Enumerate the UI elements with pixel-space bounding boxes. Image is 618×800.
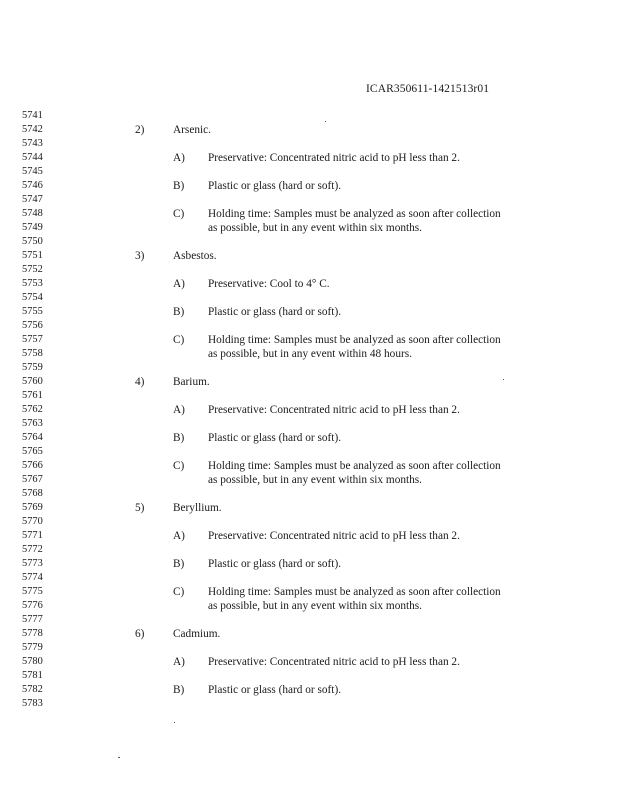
item-label: B) [173, 432, 185, 444]
item-text: Holding time: Samples must be analyzed as soon after collection [208, 460, 501, 472]
item-text: Holding time: Samples must be analyzed as soon after collection [208, 208, 501, 220]
item-text: Plastic or glass (hard or soft). [208, 684, 342, 696]
item-text: Plastic or glass (hard or soft). [208, 306, 342, 318]
line-number: 5765 [22, 446, 43, 457]
section-number: 2) [135, 124, 145, 136]
line-number: 5751 [22, 250, 43, 261]
line-number: 5754 [22, 292, 43, 303]
line-number: 5767 [22, 474, 43, 485]
line-number: 5745 [22, 166, 43, 177]
line-number: 5758 [22, 348, 43, 359]
line-number: 5750 [22, 236, 43, 247]
item-text: as possible, but in any event within six months. [208, 600, 423, 612]
line-number: 5771 [22, 530, 43, 541]
line-number: 5759 [22, 362, 43, 373]
section-title: Beryllium. [173, 502, 222, 514]
document-id-header: ICAR350611-1421513r01 [366, 83, 490, 95]
scan-speck [503, 379, 504, 380]
line-number: 5770 [22, 516, 43, 527]
line-number: 5755 [22, 306, 43, 317]
line-number: 5764 [22, 432, 43, 443]
line-number: 5762 [22, 404, 43, 415]
item-label: B) [173, 306, 185, 318]
item-label: C) [173, 334, 185, 346]
item-text: as possible, but in any event within 48 hours. [208, 348, 412, 360]
item-label: B) [173, 558, 185, 570]
line-number: 5747 [22, 194, 43, 205]
item-label: A) [173, 404, 185, 416]
item-text: Holding time: Samples must be analyzed as soon after collection [208, 586, 501, 598]
item-label: A) [173, 278, 185, 290]
line-number: 5761 [22, 390, 43, 401]
line-number: 5776 [22, 600, 43, 611]
item-text: Preservative: Concentrated nitric acid to pH less than 2. [208, 530, 460, 542]
item-label: A) [173, 656, 185, 668]
item-label: C) [173, 586, 185, 598]
item-label: B) [173, 684, 185, 696]
line-number: 5749 [22, 222, 43, 233]
item-label: C) [173, 208, 185, 220]
line-number: 5742 [22, 124, 43, 135]
item-text: as possible, but in any event within six months. [208, 474, 423, 486]
scan-speck [174, 722, 175, 723]
line-number: 5753 [22, 278, 43, 289]
item-label: C) [173, 460, 185, 472]
section-number: 6) [135, 628, 145, 640]
line-number: 5760 [22, 376, 43, 387]
section-title: Cadmium. [173, 628, 221, 640]
line-number: 5783 [22, 698, 43, 709]
item-text: Plastic or glass (hard or soft). [208, 558, 342, 570]
item-label: B) [173, 180, 185, 192]
section-number: 5) [135, 502, 145, 514]
item-text: Plastic or glass (hard or soft). [208, 432, 342, 444]
line-number: 5748 [22, 208, 43, 219]
line-number: 5768 [22, 488, 43, 499]
line-number: 5766 [22, 460, 43, 471]
line-number: 5741 [22, 110, 43, 121]
line-number: 5777 [22, 614, 43, 625]
item-text: Holding time: Samples must be analyzed as soon after collection [208, 334, 501, 346]
line-number: 5769 [22, 502, 43, 513]
item-text: Preservative: Concentrated nitric acid to pH less than 2. [208, 404, 460, 416]
line-number: 5744 [22, 152, 43, 163]
line-number: 5774 [22, 572, 43, 583]
line-number: 5782 [22, 684, 43, 695]
item-text: Preservative: Cool to 4° C. [208, 278, 330, 290]
item-text: Plastic or glass (hard or soft). [208, 180, 342, 192]
line-number: 5781 [22, 670, 43, 681]
line-number: 5775 [22, 586, 43, 597]
line-number: 5772 [22, 544, 43, 555]
line-number: 5756 [22, 320, 43, 331]
line-number: 5757 [22, 334, 43, 345]
item-label: A) [173, 530, 185, 542]
line-number: 5773 [22, 558, 43, 569]
scan-speck [325, 121, 326, 122]
section-number: 4) [135, 376, 145, 388]
section-number: 3) [135, 250, 145, 262]
item-text: Preservative: Concentrated nitric acid to pH less than 2. [208, 152, 460, 164]
line-number: 5743 [22, 138, 43, 149]
section-title: Barium. [173, 376, 210, 388]
line-number: 5778 [22, 628, 43, 639]
line-number: 5763 [22, 418, 43, 429]
line-number: 5780 [22, 656, 43, 667]
item-text: Preservative: Concentrated nitric acid to pH less than 2. [208, 656, 460, 668]
line-number: 5779 [22, 642, 43, 653]
item-text: as possible, but in any event within six months. [208, 222, 423, 234]
line-number: 5746 [22, 180, 43, 191]
item-label: A) [173, 152, 185, 164]
line-number: 5752 [22, 264, 43, 275]
section-title: Arsenic. [173, 124, 211, 136]
section-title: Asbestos. [173, 250, 217, 262]
scan-speck [118, 757, 120, 758]
